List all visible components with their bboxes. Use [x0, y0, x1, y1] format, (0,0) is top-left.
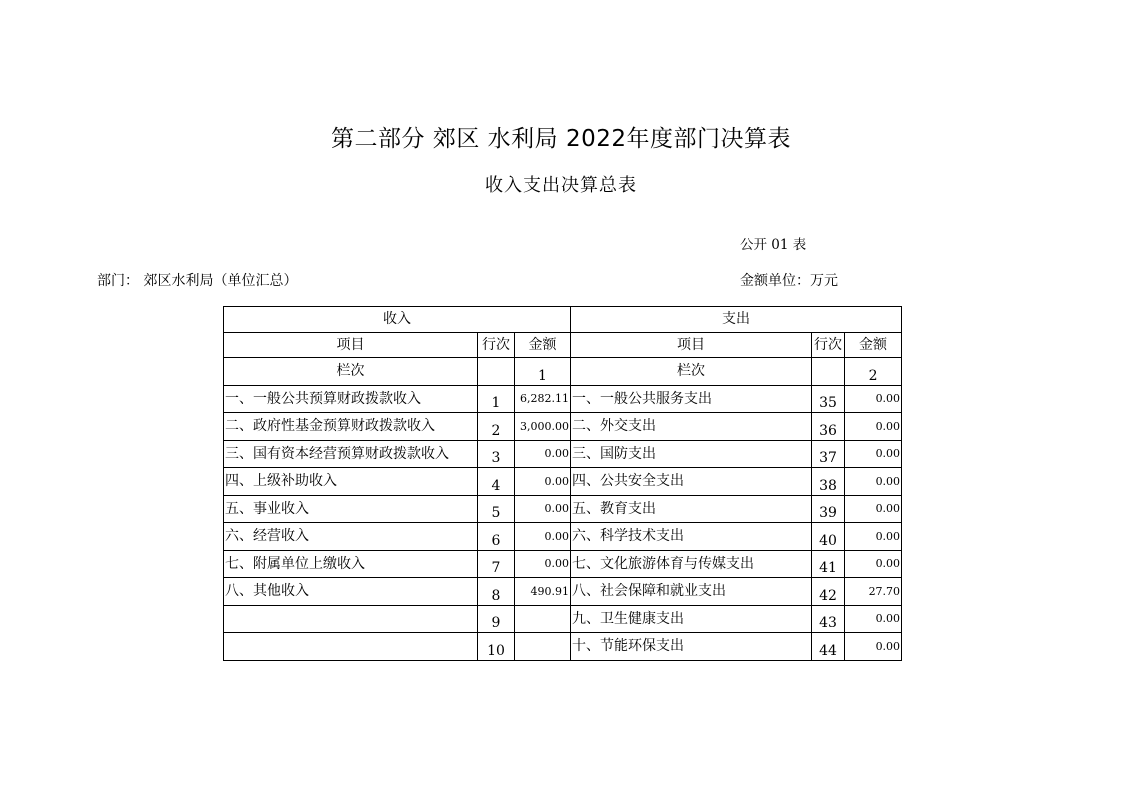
table-row: [224, 523, 902, 551]
expense-index-label: 栏次: [571, 358, 812, 386]
income-row-number: 8: [478, 578, 515, 606]
form-number: 公开 01 表: [740, 237, 807, 253]
expense-amount-header: 金额: [845, 332, 902, 358]
table-row: [224, 440, 902, 468]
expense-item-cell: 四、公共安全支出: [571, 468, 812, 496]
income-amount-cell: 0.00: [515, 523, 571, 551]
income-amount-cell: 0.00: [515, 468, 571, 496]
expense-amount-cell: 0.00: [845, 605, 902, 633]
expense-row-number: 36: [812, 413, 845, 441]
expense-item-cell: 十、节能环保支出: [571, 633, 812, 661]
income-amount-cell: 490.91: [515, 578, 571, 606]
expense-amount-cell: 0.00: [845, 385, 902, 413]
table-subtitle: 收入支出决算总表: [485, 175, 637, 196]
expense-amount-cell: 0.00: [845, 440, 902, 468]
income-item-cell: 八、其他收入: [224, 578, 478, 606]
income-item-cell: 一、一般公共预算财政拨款收入: [224, 385, 478, 413]
table-row: [224, 578, 902, 606]
income-row-number: 3: [478, 440, 515, 468]
income-item-cell: 六、经营收入: [224, 523, 478, 551]
income-item-cell: 四、上级补助收入: [224, 468, 478, 496]
expense-amount-cell: 0.00: [845, 523, 902, 551]
expense-item-cell: 三、国防支出: [571, 440, 812, 468]
income-row-number: 4: [478, 468, 515, 496]
income-expense-table: [223, 306, 902, 661]
income-item-cell: [224, 605, 478, 633]
table-row: [224, 633, 902, 661]
table-body: [224, 385, 902, 660]
income-section-header: 收入: [224, 307, 571, 333]
expense-index-blank: [812, 358, 845, 386]
expense-row-number: 39: [812, 495, 845, 523]
column-index-row: [224, 358, 902, 386]
expense-item-cell: 九、卫生健康支出: [571, 605, 812, 633]
page-title: 第二部分 郊区 水利局 2022年度部门决算表: [331, 126, 791, 152]
expense-row-number: 41: [812, 550, 845, 578]
expense-column-index: 2: [845, 358, 902, 386]
expense-row-number: 38: [812, 468, 845, 496]
expense-row-number: 44: [812, 633, 845, 661]
income-amount-cell: 3,000.00: [515, 413, 571, 441]
income-item-cell: 二、政府性基金预算财政拨款收入: [224, 413, 478, 441]
income-row-number: 10: [478, 633, 515, 661]
income-item-header: 项目: [224, 332, 478, 358]
department-value: 郊区水利局（单位汇总）: [143, 273, 298, 289]
income-item-cell: 五、事业收入: [224, 495, 478, 523]
table-row: [224, 468, 902, 496]
expense-amount-cell: 0.00: [845, 495, 902, 523]
table-row: [224, 385, 902, 413]
income-row-number: 6: [478, 523, 515, 551]
expense-item-cell: 二、外交支出: [571, 413, 812, 441]
income-row-header: 行次: [478, 332, 515, 358]
income-row-number: 2: [478, 413, 515, 441]
expense-item-cell: 六、科学技术支出: [571, 523, 812, 551]
expense-row-number: 40: [812, 523, 845, 551]
income-row-number: 1: [478, 385, 515, 413]
income-amount-cell: 0.00: [515, 550, 571, 578]
income-column-index: 1: [515, 358, 571, 386]
income-amount-cell: [515, 633, 571, 661]
income-index-blank: [478, 358, 515, 386]
income-row-number: 5: [478, 495, 515, 523]
department-line: [97, 270, 297, 290]
table-row: [224, 495, 902, 523]
income-row-number: 7: [478, 550, 515, 578]
income-amount-cell: 0.00: [515, 495, 571, 523]
expense-amount-cell: 0.00: [845, 633, 902, 661]
expense-amount-cell: 27.70: [845, 578, 902, 606]
income-item-cell: 七、附属单位上缴收入: [224, 550, 478, 578]
section-header-row: [224, 307, 902, 333]
expense-row-number: 35: [812, 385, 845, 413]
income-row-number: 9: [478, 605, 515, 633]
expense-row-number: 42: [812, 578, 845, 606]
expense-amount-cell: 0.00: [845, 468, 902, 496]
expense-amount-cell: 0.00: [845, 413, 902, 441]
income-index-label: 栏次: [224, 358, 478, 386]
expense-row-number: 43: [812, 605, 845, 633]
expense-amount-cell: 0.00: [845, 550, 902, 578]
income-item-cell: [224, 633, 478, 661]
expense-item-cell: 七、文化旅游体育与传媒支出: [571, 550, 812, 578]
department-label: 部门：: [97, 273, 139, 289]
income-amount-cell: 0.00: [515, 440, 571, 468]
income-amount-header: 金额: [515, 332, 571, 358]
column-header-row: [224, 332, 902, 358]
expense-item-cell: 八、社会保障和就业支出: [571, 578, 812, 606]
expense-section-header: 支出: [571, 307, 902, 333]
expense-row-number: 37: [812, 440, 845, 468]
income-amount-cell: [515, 605, 571, 633]
table-row: [224, 550, 902, 578]
expense-item-cell: 五、教育支出: [571, 495, 812, 523]
income-amount-cell: 6,282.11: [515, 385, 571, 413]
expense-item-cell: 一、一般公共服务支出: [571, 385, 812, 413]
income-item-cell: 三、国有资本经营预算财政拨款收入: [224, 440, 478, 468]
table-row: [224, 605, 902, 633]
table-row: [224, 413, 902, 441]
expense-item-header: 项目: [571, 332, 812, 358]
expense-row-header: 行次: [812, 332, 845, 358]
amount-unit: 金额单位：万元: [740, 273, 838, 289]
